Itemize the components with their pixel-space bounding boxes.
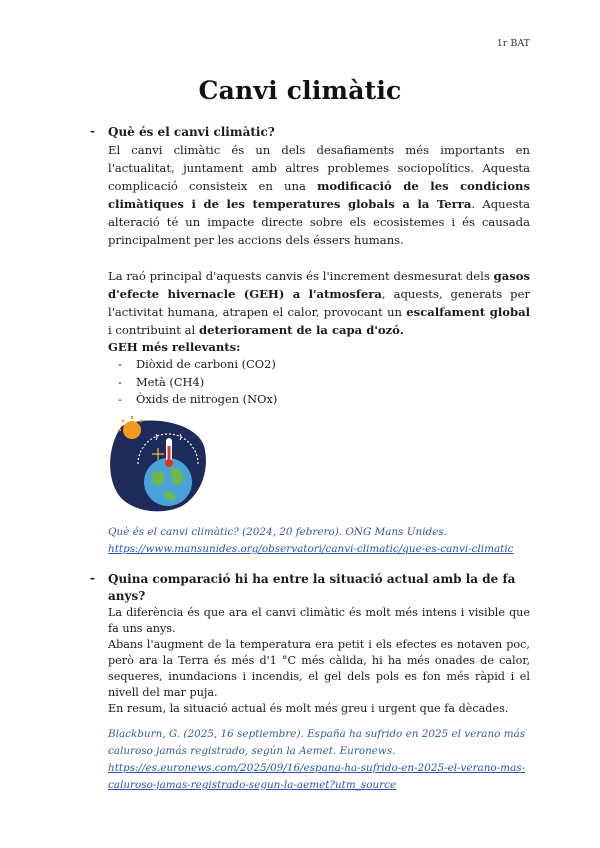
paragraph-difference: La diferència és que ara el canvi climàtic és molt més intens i visible que fa uns anys. [108, 606, 530, 635]
bullet-dash: - [90, 124, 95, 138]
question-heading: Què és el canvi climàtic? [108, 125, 275, 139]
paragraph-definition: El canvi climàtic és un dels desafiaments més importants en l'actualitat, juntament amb altres problemes sociopolítics. Aquesta complicació consisteix en una modificació de les condicions climàtiques i de les temperatures globals a la Terra. Aquesta alteració té un impacte directe sobre els ecosistemes i és causada principalment per les accions dels éssers humans. [108, 143, 531, 247]
list-item: - Diòxid de carboni (CO2) [118, 357, 276, 371]
citation-block-1 [90, 524, 530, 558]
class-tag: 1r BAT [496, 38, 530, 49]
source-link[interactable]: https://www.mansunides.org/observatori/canvi-climatic/que-es-canvi-climatic [108, 543, 514, 555]
list-item: - Òxids de nitrogen (NOx) [118, 392, 278, 406]
bullet-dash: - [90, 571, 95, 585]
paragraph-causes: La raó principal d'aquests canvis és l'increment desmesurat dels gasos d'efecte hivernacle (GEH) a l'atmosfera, aquests, generats per l'activitat humana, atrapen el calor, provocant un escalfament global i contribuint al deteriorament de la capa d'ozó. [108, 269, 530, 337]
geh-subheading: GEH més rellevants: [108, 340, 241, 354]
page-title: Canvi climàtic [198, 76, 402, 105]
question-heading: Quina comparació hi ha entre la situació actual amb la de fa anys? [108, 572, 516, 603]
earth-thermometer-sun-illustration-icon [108, 416, 208, 512]
section-what-is [90, 124, 530, 409]
paragraph-summary: En resum, la situació actual és molt més greu i urgent que fa dècades. [108, 702, 509, 715]
source-link[interactable]: https://es.euronews.com/2025/09/16/espana-ha-sufrido-en-2025-el-verano-mas-caluroso-jamas-registrado-segun-la-aemet?utm_source [108, 762, 526, 791]
citation-text: Què és el canvi climàtic? (2024, 20 febrero). ONG Mans Unides. [108, 526, 447, 538]
paragraph-before-now: Abans l'augment de la temperatura era petit i els efectes es notaven poc, però ara la Terra és més d'1 °C més càlida, hi ha més onades de calor, sequeres, inundacions i incendis, el gel dels pols es fon més ràpid i el nivell del mar puja. [108, 638, 530, 699]
citation-text: Blackburn, G. (2025, 16 septiembre). España ha sufrido en 2025 el verano más caluroso jamás registrado, según la Aemet. Euronews. [108, 728, 526, 757]
list-item: - Metà (CH4) [118, 374, 205, 389]
section-comparison [90, 571, 530, 794]
gas-list [108, 356, 530, 409]
